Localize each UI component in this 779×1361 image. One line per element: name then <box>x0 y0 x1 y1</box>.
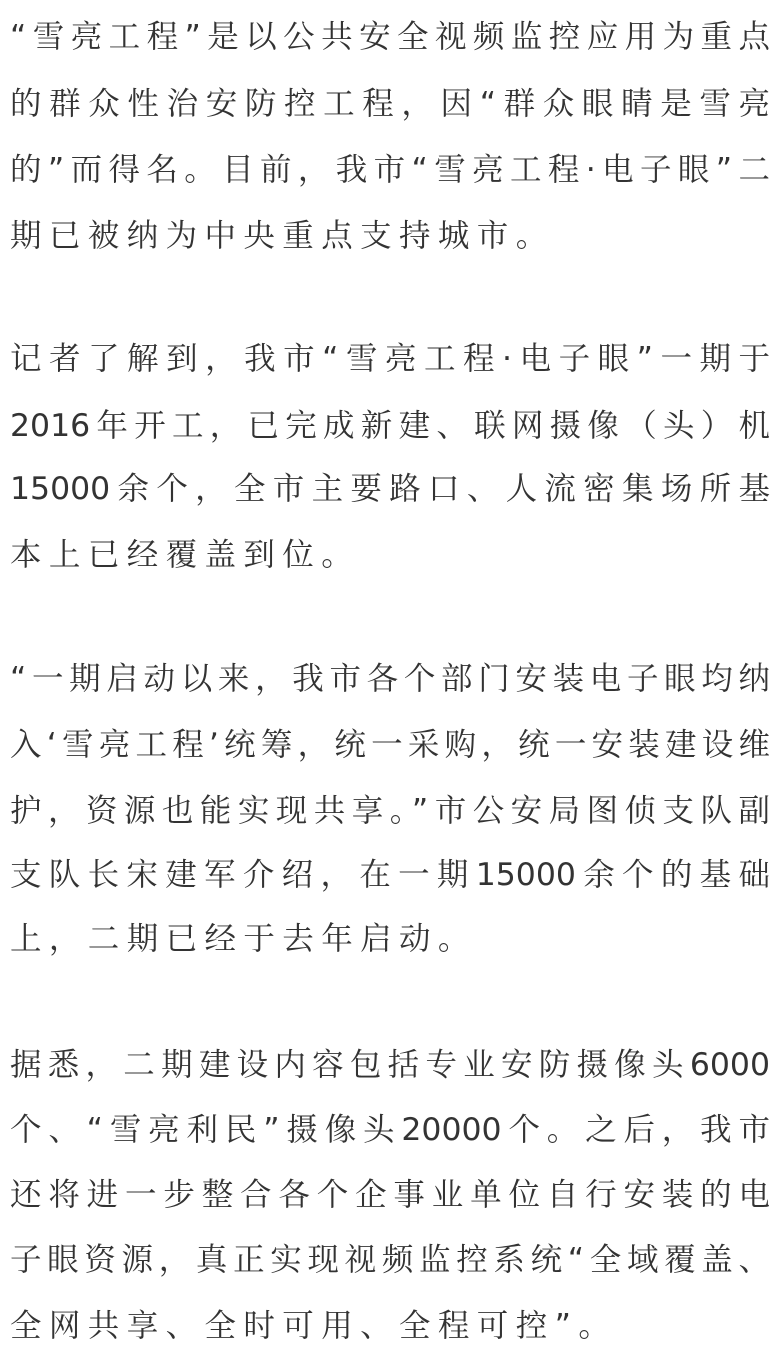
paragraph-1-line-4: 期已被纳为中央重点支持城市。 <box>10 218 555 254</box>
paragraph-4-line-1: 据悉，二期建设内容包括专业安防摄像头6000 <box>10 1047 770 1083</box>
paragraph-4-line-3: 还将进一步整合各个企事业单位自行安装的电 <box>10 1177 770 1213</box>
paragraph-1-line-2: 的群众性治安防控工程，因“群众眼睛是雪亮 <box>10 86 770 122</box>
paragraph-1-line-3: 的”而得名。目前，我市“雪亮工程·电子眼”二 <box>10 152 770 188</box>
paragraph-3-line-2: 入‘雪亮工程’统筹，统一采购，统一安装建设维 <box>10 727 770 763</box>
paragraph-3-line-4: 支队长宋建军介绍，在一期15000余个的基础 <box>10 857 770 893</box>
paragraph-2-line-4: 本上已经覆盖到位。 <box>10 537 361 573</box>
paragraph-1-line-1: “雪亮工程”是以公共安全视频监控应用为重点 <box>10 19 770 55</box>
paragraph-4-line-4: 子眼资源，真正实现视频监控系统“全域覆盖、 <box>10 1242 770 1278</box>
paragraph-2-line-1: 记者了解到，我市“雪亮工程·电子眼”一期于 <box>10 341 770 377</box>
paragraph-2-line-2: 2016年开工，已完成新建、联网摄像（头）机 <box>10 408 770 444</box>
paragraph-2-line-3: 15000余个，全市主要路口、人流密集场所基 <box>10 471 770 507</box>
paragraph-3-line-5: 上，二期已经于去年启动。 <box>10 921 477 957</box>
paragraph-4-line-2: 个、“雪亮利民”摄像头20000个。之后，我市 <box>10 1112 770 1148</box>
paragraph-3-line-3: 护，资源也能实现共享。”市公安局图侦支队副 <box>10 793 770 829</box>
paragraph-3-line-1: “一期启动以来，我市各个部门安装电子眼均纳 <box>10 661 770 697</box>
paragraph-4-line-5: 全网共享、全时可用、全程可控”。 <box>10 1308 618 1344</box>
